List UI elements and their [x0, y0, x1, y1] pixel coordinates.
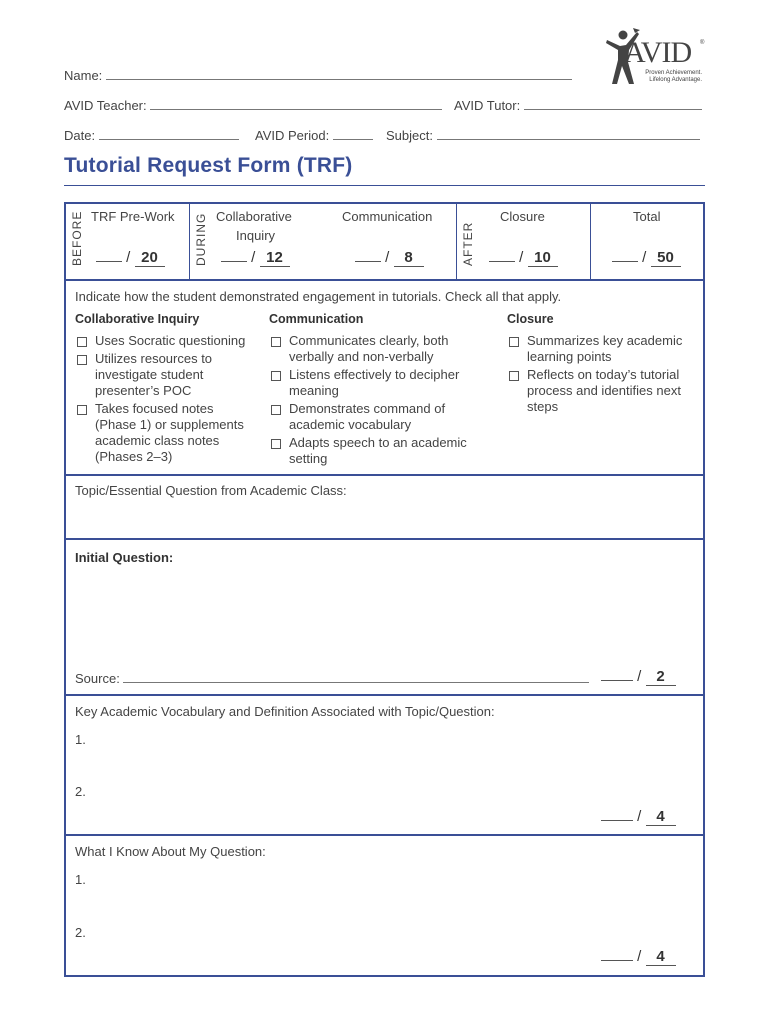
tutor-label: AVID Tutor:	[454, 98, 521, 113]
registered-mark: ®	[700, 40, 705, 46]
checkbox[interactable]	[77, 337, 87, 347]
checklist-item-text: academic class notes	[95, 433, 220, 448]
checklist-item-text: process and identifies next	[527, 383, 681, 398]
tutor-field	[454, 97, 702, 113]
divider	[65, 694, 704, 696]
source-label: Source:	[75, 671, 120, 686]
tagline-line-2: Lifelong Advantage.	[649, 77, 702, 83]
checklist-item[interactable]	[507, 367, 702, 415]
checkbox[interactable]	[271, 371, 281, 381]
name-field	[64, 67, 572, 83]
subject-input[interactable]	[437, 127, 700, 140]
tagline-line-1: Proven Achievement.	[645, 70, 702, 76]
checklist-item-text: (Phase 1) or supplements	[95, 417, 244, 432]
subject-field	[386, 127, 700, 143]
during-label: DURING	[194, 212, 208, 266]
score-max: 2	[646, 668, 676, 686]
checkbox[interactable]	[271, 337, 281, 347]
avid-logo	[604, 26, 708, 90]
collab-heading: Collaborative Inquiry	[75, 312, 200, 326]
checklist-item-text: presenter’s POC	[95, 383, 192, 398]
score-blank[interactable]	[601, 808, 633, 821]
vocab-item-1[interactable]: 1.	[75, 732, 86, 747]
score-max: 20	[135, 249, 165, 267]
date-label: Date:	[64, 128, 96, 143]
prework-score	[96, 249, 165, 267]
score-slash: /	[637, 808, 642, 825]
topic-label: Topic/Essential Question from Academic Class:	[75, 483, 347, 498]
date-field	[64, 127, 239, 143]
title-rule	[64, 185, 705, 186]
vocab-label: Key Academic Vocabulary and Definition Associated with Topic/Question:	[75, 704, 495, 719]
checklist-item-text: meaning	[289, 383, 339, 398]
teacher-field	[64, 97, 442, 113]
closure-label: Closure	[500, 209, 545, 224]
source-score	[601, 668, 676, 686]
score-max: 12	[260, 249, 290, 267]
checklist-item[interactable]	[75, 333, 265, 349]
engagement-instruction: Indicate how the student demonstrated engagement in tutorials. Check all that apply.	[75, 289, 562, 304]
period-field	[255, 127, 373, 143]
checklist-item-text: investigate student	[95, 367, 204, 382]
score-blank[interactable]	[601, 948, 633, 961]
checkbox[interactable]	[271, 405, 281, 415]
checkbox[interactable]	[77, 405, 87, 415]
checklist-item-text: Demonstrates command of	[289, 401, 446, 416]
date-input[interactable]	[99, 127, 239, 140]
comm-score	[355, 249, 424, 267]
checklist-item-text: academic vocabulary	[289, 417, 412, 432]
collab-checklist	[75, 333, 265, 467]
before-label: BEFORE	[70, 210, 84, 266]
avid-wordmark: AVID	[624, 36, 692, 69]
total-score	[612, 249, 681, 267]
checklist-item[interactable]	[269, 367, 504, 399]
avid-tagline	[638, 70, 702, 84]
checkbox[interactable]	[509, 337, 519, 347]
checklist-item[interactable]	[269, 401, 504, 433]
checklist-item-text: Utilizes resources to	[95, 351, 213, 366]
score-slash: /	[385, 249, 390, 266]
know-item-1[interactable]: 1.	[75, 872, 86, 887]
closure-heading: Closure	[507, 312, 554, 326]
source-field	[75, 670, 589, 686]
divider	[590, 203, 591, 280]
score-blank[interactable]	[355, 249, 381, 262]
score-max: 10	[528, 249, 558, 267]
score-slash: /	[637, 948, 642, 965]
score-max: 4	[646, 808, 676, 826]
score-max: 50	[651, 249, 681, 267]
checklist-item[interactable]	[269, 435, 504, 467]
score-slash: /	[642, 249, 647, 266]
checklist-item[interactable]	[507, 333, 702, 365]
checklist-item[interactable]	[75, 401, 265, 465]
checklist-item-text: Takes focused notes	[95, 401, 214, 416]
score-slash: /	[519, 249, 524, 266]
collab-label-line2: Inquiry	[236, 228, 276, 243]
period-input[interactable]	[333, 127, 373, 140]
divider	[65, 538, 704, 540]
score-blank[interactable]	[601, 668, 633, 681]
checklist-item-text: Uses Socratic questioning	[95, 333, 246, 348]
vocab-score	[601, 808, 676, 826]
checklist-item-text: learning points	[527, 349, 612, 364]
after-label: AFTER	[461, 221, 475, 266]
checklist-item-text: Listens effectively to decipher	[289, 367, 460, 382]
closure-checklist	[507, 333, 702, 417]
checkbox[interactable]	[271, 439, 281, 449]
checkbox[interactable]	[509, 371, 519, 381]
score-max: 4	[646, 948, 676, 966]
subject-label: Subject:	[386, 128, 433, 143]
score-slash: /	[126, 249, 131, 266]
divider	[65, 834, 704, 836]
checklist-item-text: Adapts speech to an academic	[289, 435, 467, 450]
divider	[189, 203, 190, 280]
divider	[65, 279, 704, 281]
initial-question-label: Initial Question:	[75, 550, 174, 565]
score-blank[interactable]	[221, 249, 247, 262]
total-label: Total	[633, 209, 661, 224]
divider	[456, 203, 457, 280]
score-slash: /	[637, 668, 642, 685]
page-title: Tutorial Request Form (TRF)	[64, 154, 353, 177]
checklist-item-text: Communicates clearly, both	[289, 333, 449, 348]
tutor-input[interactable]	[524, 97, 702, 110]
score-blank[interactable]	[489, 249, 515, 262]
divider	[65, 474, 704, 476]
teacher-input[interactable]	[150, 97, 442, 110]
know-label: What I Know About My Question:	[75, 844, 266, 859]
score-blank[interactable]	[612, 249, 638, 262]
checklist-item-text: (Phases 2–3)	[95, 449, 173, 464]
initial-question-area[interactable]	[75, 548, 695, 660]
checklist-item-text: Summarizes key academic	[527, 333, 683, 348]
comm-checklist	[269, 333, 504, 469]
collab-score	[221, 249, 290, 267]
comm-label: Communication	[342, 209, 433, 224]
name-input[interactable]	[106, 67, 572, 80]
collab-label-line1: Collaborative	[216, 209, 292, 224]
name-label: Name:	[64, 68, 103, 83]
checklist-item[interactable]	[75, 351, 265, 399]
prework-label: TRF Pre-Work	[91, 209, 175, 224]
checklist-item-text: steps	[527, 399, 559, 414]
checklist-item[interactable]	[269, 333, 504, 365]
checkbox[interactable]	[77, 355, 87, 365]
closure-score	[489, 249, 558, 267]
score-slash: /	[251, 249, 256, 266]
vocab-item-2[interactable]: 2.	[75, 784, 86, 799]
comm-heading: Communication	[269, 312, 364, 326]
checklist-item-text: setting	[289, 451, 328, 466]
checklist-item-text: Reflects on today’s tutorial	[527, 367, 680, 382]
know-score	[601, 948, 676, 966]
source-input[interactable]	[123, 670, 589, 683]
score-max: 8	[394, 249, 424, 267]
score-blank[interactable]	[96, 249, 122, 262]
checklist-item-text: verbally and non-verbally	[289, 349, 434, 364]
know-item-2[interactable]: 2.	[75, 925, 86, 940]
period-label: AVID Period:	[255, 128, 330, 143]
teacher-label: AVID Teacher:	[64, 98, 147, 113]
